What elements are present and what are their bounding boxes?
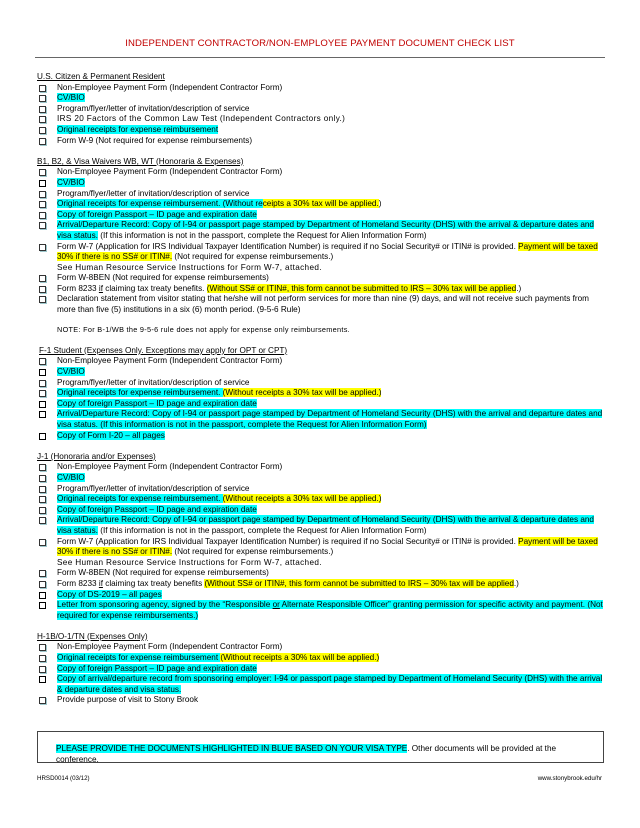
checkbox[interactable] [39,244,46,251]
list-item: Program/flyer/letter of invitation/description of service [37,104,603,115]
checkbox[interactable] [39,676,46,683]
list-item: Arrival/Departure Record: Copy of I-94 or passport page stamped by Department of Homeland Security (DHS) with the arrival & departure dates and visa status. (If this information is not in the passport, complete the Request for Alien Information Form) [37,220,603,241]
checkbox[interactable] [39,581,46,588]
title-divider [35,57,605,58]
list-item: Copy of DS-2019 – all pages [37,590,603,601]
list-item: CV/BIO [37,473,603,484]
checkbox[interactable] [39,486,46,493]
list-item: Arrival/Departure Record: Copy of I-94 or passport page stamped by Department of Homeland Security (DHS) with the arrival & departure dates and visa status. (If this information is not in the passport, complete the Request for Alien Information Form) [37,515,603,536]
section-heading: H-1B/O-1/TN (Expenses Only) [37,631,148,641]
list-item: Copy of Form I-20 – all pages [37,431,603,442]
list-item: Non-Employee Payment Form (Independent Contractor Form) [37,642,603,653]
checkbox[interactable] [39,496,46,503]
section-h1b [37,632,603,706]
section-note: NOTE: For B-1/WB the 9-5-6 rule does not apply for expense only reimbursements. [57,324,350,334]
checkbox[interactable] [39,592,46,599]
list-item: Form W-7 (Application for IRS Individual Taxpayer Identification Number) is required if no Social Security# or ITIN# is provided. Payment will be taxed 30% if there is no SS# or ITIN#. (Not required for expense reimbursements.) See Human Resource Service Instructions for Form W-7, attached. [37,537,603,569]
list-item: Form W-8BEN (Not required for expense reimbursements) [37,273,603,284]
checkbox[interactable] [39,116,46,123]
checkbox[interactable] [39,138,46,145]
checkbox[interactable] [39,95,46,102]
list-item: Original receipts for expense reimbursement. (Without receipts a 30% tax will be applied.) [37,199,603,210]
checkbox[interactable] [39,570,46,577]
list-item: Letter from sponsoring agency, signed by the “Responsible or Alternate Responsible Officer” granting permission for specific activity and payment. (Not required for expense reimbursements.) [37,600,603,621]
checkbox[interactable] [39,222,46,229]
footer-url: www.stonybrook.edu/hr [537,775,602,782]
checklist-body [37,72,603,706]
list-item: Form W-9 (Not required for expense reimbursements) [37,136,603,147]
checkbox[interactable] [39,602,46,609]
section-j1 [37,452,603,622]
checkbox[interactable] [39,85,46,92]
notice-box [37,731,604,763]
list-item: Copy of arrival/departure record from sponsoring employer: I-94 or passport page stamped by Department of Homeland Security (DHS) with the arrival & departure dates and visa status. [37,674,603,695]
list-item: Copy of foreign Passport – ID page and expiration date [37,210,603,221]
list-item: Program/flyer/letter of invitation/description of service [37,484,603,495]
section-heading: F-1 Student (Expenses Only. Exceptions may apply for OPT or CPT) [39,345,288,355]
checkbox[interactable] [39,655,46,662]
checkbox[interactable] [39,380,46,387]
checkbox[interactable] [39,169,46,176]
checkbox[interactable] [39,212,46,219]
form-code: HRSD0014 (03/12) [37,775,90,782]
checkbox[interactable] [39,286,46,293]
list-item: Copy of foreign Passport – ID page and expiration date [37,505,603,516]
checkbox[interactable] [39,191,46,198]
checkbox[interactable] [39,411,46,418]
checkbox[interactable] [39,369,46,376]
list-item: IRS 20 Factors of the Common Law Test (Independent Contractors only.) [37,114,603,125]
list-item: Original receipts for expense reimbursement. (Without receipts a 30% tax will be applied.) [37,494,603,505]
list-item: Copy of foreign Passport – ID page and expiration date [37,664,603,675]
section-b1-b2 [37,157,603,336]
checkbox[interactable] [39,644,46,651]
list-item: Provide purpose of visit to Stony Brook [37,695,603,706]
list-item: Form W-8BEN (Not required for expense reimbursements) [37,568,603,579]
list-item: Non-Employee Payment Form (Independent Contractor Form) [37,83,603,94]
checkbox[interactable] [39,666,46,673]
notice-text: PLEASE PROVIDE THE DOCUMENTS HIGHLIGHTED IN BLUE BASED ON YOUR VISA TYPE. Other documents will be provided at the conference. [56,744,557,764]
list-item: Non-Employee Payment Form (Independent Contractor Form) [37,462,603,473]
section-us-citizen [37,72,603,146]
checkbox[interactable] [39,127,46,134]
list-item: Form 8233 if claiming tax treaty benefits. (Without SS# or ITIN#, this form cannot be submitted to IRS – 30% tax will be applied.) [37,284,603,295]
list-item: Form 8233 if claiming tax treaty benefits (Without SS# or ITIN#, this form cannot be submitted to IRS – 30% tax will be applied.) [37,579,603,590]
checkbox[interactable] [39,180,46,187]
checkbox[interactable] [39,106,46,113]
list-item: Form W-7 (Application for IRS Individual Taxpayer Identification Number) is required if no Social Security# or ITIN# is provided. Payment will be taxed 30% if there is no SS# or ITIN#. (Not required for expense reimbursements.) See Human Resource Service Instructions for Form W-7, attached. [37,242,603,274]
list-item: Non-Employee Payment Form (Independent Contractor Form) [37,167,603,178]
section-heading: U.S. Citizen & Permanent Resident [37,72,165,81]
checkbox[interactable] [39,201,46,208]
list-item: Program/flyer/letter of invitation/description of service [37,378,603,389]
list-item: CV/BIO [37,93,603,104]
checkbox[interactable] [39,401,46,408]
list-item: Declaration statement from visitor stating that he/she will not perform services for more than nine (9) days, and will not receive such payments from more than five (5) institutions in a six (6) month period. (9-5-6 Rule) [37,294,603,315]
checkbox[interactable] [39,475,46,482]
section-heading: J-1 (Honoraria and/or Expenses) [37,451,156,461]
checkbox[interactable] [39,539,46,546]
list-item: CV/BIO [37,367,603,378]
list-item: Original receipts for expense reimbursement [37,125,603,136]
checkbox[interactable] [39,390,46,397]
checkbox[interactable] [39,517,46,524]
checkbox[interactable] [39,296,46,303]
page-title: INDEPENDENT CONTRACTOR/NON-EMPLOYEE PAYMENT DOCUMENT CHECK LIST [125,38,515,49]
checkbox[interactable] [39,358,46,365]
checkbox[interactable] [39,275,46,282]
checkbox[interactable] [39,507,46,514]
checkbox[interactable] [39,464,46,471]
section-heading: B1, B2, & Visa Waivers WB, WT (Honoraria & Expenses) [37,156,244,166]
checkbox[interactable] [39,433,46,440]
list-item: Program/flyer/letter of invitation/description of service [37,189,603,200]
section-f1-student [37,346,603,441]
list-item: CV/BIO [37,178,603,189]
list-item: Arrival/Departure Record: Copy of I-94 or passport page stamped by Department of Homeland Security (DHS) with the arrival and departure dates and visa status. (If this information is not in the passport, complete the Request for Alien Information Form) [37,409,603,430]
list-item: Copy of foreign Passport – ID page and expiration date [37,399,603,410]
list-item: Original receipts for expense reimbursement. (Without receipts a 30% tax will be applied.) [37,388,603,399]
checkbox[interactable] [39,697,46,704]
list-item: Non-Employee Payment Form (Independent Contractor Form) [37,356,603,367]
list-item: Original receipts for expense reimbursement (Without receipts a 30% tax will be applied.) [37,653,603,664]
